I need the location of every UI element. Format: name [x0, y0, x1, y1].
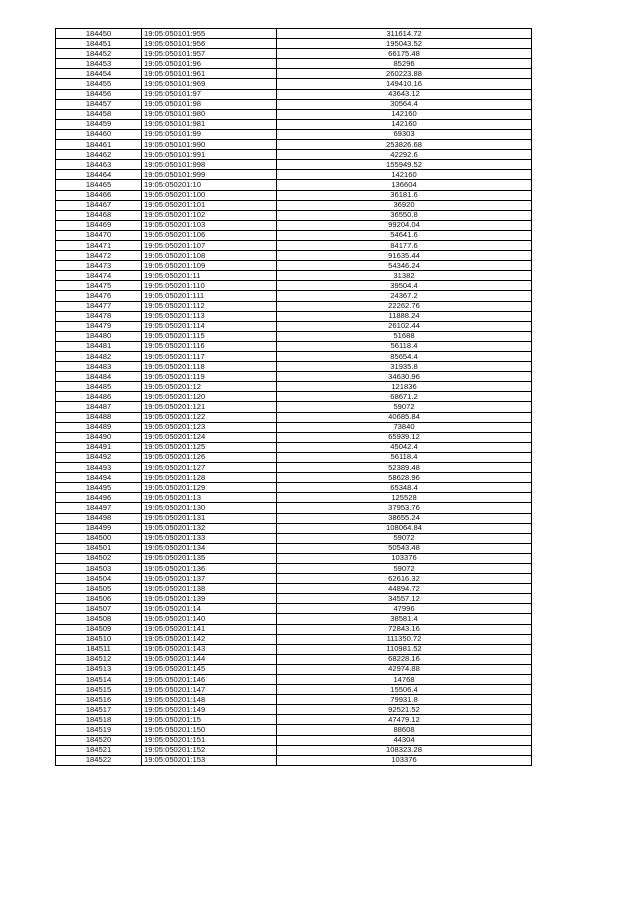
row-number: 184507	[56, 604, 142, 614]
cadastral-number: 19:05:050101:981	[142, 119, 277, 129]
cadastral-value: 42974.88	[277, 664, 532, 674]
cadastral-number: 19:05:050201:13	[142, 493, 277, 503]
row-number: 184458	[56, 109, 142, 119]
cadastral-number: 19:05:050201:115	[142, 331, 277, 341]
table-row	[56, 281, 532, 291]
cadastral-value: 311614.72	[277, 29, 532, 39]
cadastral-value: 42292.6	[277, 150, 532, 160]
table-row	[56, 352, 532, 362]
cadastral-number: 19:05:050201:121	[142, 402, 277, 412]
cadastral-number: 19:05:050201:148	[142, 695, 277, 705]
row-number: 184462	[56, 150, 142, 160]
row-number: 184521	[56, 745, 142, 755]
table-row	[56, 301, 532, 311]
cadastral-value: 79931.8	[277, 695, 532, 705]
row-number: 184468	[56, 210, 142, 220]
row-number: 184515	[56, 685, 142, 695]
cadastral-value: 108064.84	[277, 523, 532, 533]
row-number: 184464	[56, 170, 142, 180]
table-row	[56, 372, 532, 382]
row-number: 184509	[56, 624, 142, 634]
cadastral-number: 19:05:050201:138	[142, 584, 277, 594]
cadastral-number: 19:05:050201:139	[142, 594, 277, 604]
row-number: 184482	[56, 352, 142, 362]
cadastral-number: 19:05:050201:125	[142, 442, 277, 452]
table-row	[56, 745, 532, 755]
cadastral-value: 37953.76	[277, 503, 532, 513]
cadastral-number: 19:05:050201:107	[142, 240, 277, 250]
cadastral-number: 19:05:050101:98	[142, 99, 277, 109]
cadastral-value: 56118.4	[277, 341, 532, 351]
cadastral-number: 19:05:050101:961	[142, 69, 277, 79]
table-row	[56, 79, 532, 89]
cadastral-value: 136604	[277, 180, 532, 190]
table-row	[56, 321, 532, 331]
row-number: 184494	[56, 473, 142, 483]
table-row	[56, 331, 532, 341]
row-number: 184470	[56, 230, 142, 240]
table-row	[56, 170, 532, 180]
cadastral-number: 19:05:050201:118	[142, 362, 277, 372]
cadastral-number: 19:05:050101:991	[142, 150, 277, 160]
row-number: 184483	[56, 362, 142, 372]
row-number: 184505	[56, 584, 142, 594]
cadastral-number: 19:05:050201:113	[142, 311, 277, 321]
row-number: 184473	[56, 261, 142, 271]
table-row	[56, 513, 532, 523]
table-row	[56, 432, 532, 442]
row-number: 184484	[56, 372, 142, 382]
table-row	[56, 664, 532, 674]
table-row	[56, 392, 532, 402]
table-row	[56, 503, 532, 513]
table-row	[56, 362, 532, 372]
table-row	[56, 735, 532, 745]
cadastral-value: 44894.72	[277, 584, 532, 594]
table-row	[56, 604, 532, 614]
cadastral-number: 19:05:050201:119	[142, 372, 277, 382]
cadastral-value: 65939.12	[277, 432, 532, 442]
cadastral-number: 19:05:050201:111	[142, 291, 277, 301]
cadastral-number: 19:05:050101:969	[142, 79, 277, 89]
row-number: 184460	[56, 129, 142, 139]
row-number: 184465	[56, 180, 142, 190]
cadastral-value: 111350.72	[277, 634, 532, 644]
cadastral-number: 19:05:050201:102	[142, 210, 277, 220]
row-number: 184474	[56, 271, 142, 281]
row-number: 184451	[56, 39, 142, 49]
table-row	[56, 49, 532, 59]
cadastral-number: 19:05:050201:12	[142, 382, 277, 392]
cadastral-value: 11888.24	[277, 311, 532, 321]
cadastral-number: 19:05:050101:96	[142, 59, 277, 69]
cadastral-number: 19:05:050201:14	[142, 604, 277, 614]
table-row	[56, 594, 532, 604]
cadastral-value: 54346.24	[277, 261, 532, 271]
table-row	[56, 240, 532, 250]
table-row	[56, 210, 532, 220]
cadastral-number: 19:05:050201:153	[142, 755, 277, 765]
cadastral-value: 103376	[277, 755, 532, 765]
table-row	[56, 180, 532, 190]
cadastral-value: 38581.4	[277, 614, 532, 624]
cadastral-value: 30564.4	[277, 99, 532, 109]
cadastral-value: 91635.44	[277, 251, 532, 261]
table-row	[56, 402, 532, 412]
table-row	[56, 382, 532, 392]
cadastral-number: 19:05:050201:128	[142, 473, 277, 483]
row-number: 184467	[56, 200, 142, 210]
cadastral-value-table	[55, 28, 532, 766]
cadastral-number: 19:05:050201:140	[142, 614, 277, 624]
cadastral-value: 47996	[277, 604, 532, 614]
row-number: 184487	[56, 402, 142, 412]
table-row	[56, 119, 532, 129]
cadastral-number: 19:05:050201:130	[142, 503, 277, 513]
row-number: 184476	[56, 291, 142, 301]
row-number: 184491	[56, 442, 142, 452]
row-number: 184504	[56, 574, 142, 584]
cadastral-value: 65348.4	[277, 483, 532, 493]
table-row	[56, 422, 532, 432]
table-row	[56, 705, 532, 715]
cadastral-number: 19:05:050201:123	[142, 422, 277, 432]
cadastral-number: 19:05:050201:136	[142, 563, 277, 573]
cadastral-value: 44304	[277, 735, 532, 745]
table-row	[56, 523, 532, 533]
row-number: 184463	[56, 160, 142, 170]
row-number: 184486	[56, 392, 142, 402]
row-number: 184499	[56, 523, 142, 533]
cadastral-value: 36920	[277, 200, 532, 210]
table-row	[56, 39, 532, 49]
cadastral-value: 88608	[277, 725, 532, 735]
cadastral-number: 19:05:050201:131	[142, 513, 277, 523]
row-number: 184519	[56, 725, 142, 735]
cadastral-number: 19:05:050201:149	[142, 705, 277, 715]
cadastral-value: 84177.6	[277, 240, 532, 250]
cadastral-number: 19:05:050201:141	[142, 624, 277, 634]
cadastral-value: 34630.96	[277, 372, 532, 382]
table-row	[56, 634, 532, 644]
cadastral-value: 68671.2	[277, 392, 532, 402]
cadastral-value: 121836	[277, 382, 532, 392]
cadastral-number: 19:05:050201:135	[142, 553, 277, 563]
cadastral-number: 19:05:050101:998	[142, 160, 277, 170]
table-row	[56, 251, 532, 261]
row-number: 184457	[56, 99, 142, 109]
cadastral-number: 19:05:050201:15	[142, 715, 277, 725]
cadastral-number: 19:05:050101:99	[142, 129, 277, 139]
cadastral-number: 19:05:050201:132	[142, 523, 277, 533]
cadastral-value: 50543.48	[277, 543, 532, 553]
cadastral-number: 19:05:050201:127	[142, 463, 277, 473]
cadastral-value: 62616.32	[277, 574, 532, 584]
row-number: 184496	[56, 493, 142, 503]
table-body	[56, 29, 532, 766]
row-number: 184485	[56, 382, 142, 392]
table-row	[56, 220, 532, 230]
row-number: 184498	[56, 513, 142, 523]
cadastral-number: 19:05:050201:122	[142, 412, 277, 422]
row-number: 184477	[56, 301, 142, 311]
cadastral-number: 19:05:050201:146	[142, 675, 277, 685]
cadastral-value: 59072	[277, 402, 532, 412]
cadastral-number: 19:05:050201:11	[142, 271, 277, 281]
table-row	[56, 553, 532, 563]
row-number: 184490	[56, 432, 142, 442]
cadastral-number: 19:05:050201:129	[142, 483, 277, 493]
table-row	[56, 715, 532, 725]
row-number: 184461	[56, 140, 142, 150]
cadastral-value: 142160	[277, 119, 532, 129]
cadastral-value: 108323.28	[277, 745, 532, 755]
cadastral-number: 19:05:050201:144	[142, 654, 277, 664]
cadastral-value: 99204.04	[277, 220, 532, 230]
cadastral-number: 19:05:050201:103	[142, 220, 277, 230]
cadastral-value: 155949.52	[277, 160, 532, 170]
row-number: 184514	[56, 675, 142, 685]
cadastral-number: 19:05:050101:955	[142, 29, 277, 39]
table-row	[56, 69, 532, 79]
cadastral-value: 68228.16	[277, 654, 532, 664]
row-number: 184508	[56, 614, 142, 624]
cadastral-value: 54641.6	[277, 230, 532, 240]
row-number: 184459	[56, 119, 142, 129]
cadastral-number: 19:05:050101:956	[142, 39, 277, 49]
row-number: 184495	[56, 483, 142, 493]
cadastral-value: 52389.48	[277, 463, 532, 473]
cadastral-number: 19:05:050201:151	[142, 735, 277, 745]
cadastral-number: 19:05:050201:108	[142, 251, 277, 261]
row-number: 184501	[56, 543, 142, 553]
table-row	[56, 150, 532, 160]
cadastral-value: 31382	[277, 271, 532, 281]
table-row	[56, 190, 532, 200]
table-row	[56, 412, 532, 422]
table-row	[56, 563, 532, 573]
row-number: 184479	[56, 321, 142, 331]
row-number: 184497	[56, 503, 142, 513]
row-number: 184481	[56, 341, 142, 351]
row-number: 184450	[56, 29, 142, 39]
table-row	[56, 59, 532, 69]
row-number: 184493	[56, 463, 142, 473]
row-number: 184455	[56, 79, 142, 89]
row-number: 184456	[56, 89, 142, 99]
cadastral-value: 34557.12	[277, 594, 532, 604]
cadastral-value: 195043.52	[277, 39, 532, 49]
table-row	[56, 463, 532, 473]
table-row	[56, 271, 532, 281]
cadastral-value: 85654.4	[277, 352, 532, 362]
cadastral-value: 40685.84	[277, 412, 532, 422]
cadastral-number: 19:05:050201:106	[142, 230, 277, 240]
cadastral-value: 103376	[277, 553, 532, 563]
table-row	[56, 624, 532, 634]
cadastral-number: 19:05:050101:957	[142, 49, 277, 59]
table-row	[56, 129, 532, 139]
row-number: 184516	[56, 695, 142, 705]
table-row	[56, 483, 532, 493]
cadastral-number: 19:05:050201:116	[142, 341, 277, 351]
cadastral-value: 47479.12	[277, 715, 532, 725]
table-row	[56, 200, 532, 210]
table-row	[56, 644, 532, 654]
row-number: 184475	[56, 281, 142, 291]
cadastral-value: 45042.4	[277, 442, 532, 452]
row-number: 184518	[56, 715, 142, 725]
cadastral-value: 38655.24	[277, 513, 532, 523]
row-number: 184466	[56, 190, 142, 200]
row-number: 184511	[56, 644, 142, 654]
row-number: 184471	[56, 240, 142, 250]
cadastral-value: 85296	[277, 59, 532, 69]
table-row	[56, 261, 532, 271]
cadastral-value: 142160	[277, 170, 532, 180]
cadastral-number: 19:05:050101:97	[142, 89, 277, 99]
cadastral-value: 66175.48	[277, 49, 532, 59]
row-number: 184472	[56, 251, 142, 261]
cadastral-value: 14768	[277, 675, 532, 685]
cadastral-number: 19:05:050201:147	[142, 685, 277, 695]
cadastral-number: 19:05:050201:143	[142, 644, 277, 654]
table-row	[56, 311, 532, 321]
table-row	[56, 230, 532, 240]
table-row	[56, 614, 532, 624]
table-row	[56, 291, 532, 301]
row-number: 184454	[56, 69, 142, 79]
cadastral-value: 26102.44	[277, 321, 532, 331]
cadastral-number: 19:05:050101:980	[142, 109, 277, 119]
cadastral-value: 39504.4	[277, 281, 532, 291]
cadastral-value: 253826.68	[277, 140, 532, 150]
cadastral-value: 92521.52	[277, 705, 532, 715]
cadastral-number: 19:05:050201:100	[142, 190, 277, 200]
cadastral-value: 73840	[277, 422, 532, 432]
cadastral-number: 19:05:050201:114	[142, 321, 277, 331]
row-number: 184500	[56, 533, 142, 543]
table-row	[56, 341, 532, 351]
cadastral-number: 19:05:050201:101	[142, 200, 277, 210]
table-row	[56, 109, 532, 119]
cadastral-number: 19:05:050201:137	[142, 574, 277, 584]
table-row	[56, 533, 532, 543]
cadastral-value: 22262.76	[277, 301, 532, 311]
table-row	[56, 755, 532, 765]
table-row	[56, 725, 532, 735]
row-number: 184453	[56, 59, 142, 69]
cadastral-value: 72843.16	[277, 624, 532, 634]
cadastral-value: 36181.6	[277, 190, 532, 200]
row-number: 184502	[56, 553, 142, 563]
table-row	[56, 452, 532, 462]
table-row	[56, 140, 532, 150]
row-number: 184513	[56, 664, 142, 674]
table-row	[56, 695, 532, 705]
cadastral-number: 19:05:050201:109	[142, 261, 277, 271]
cadastral-number: 19:05:050201:152	[142, 745, 277, 755]
cadastral-value: 58628.96	[277, 473, 532, 483]
row-number: 184520	[56, 735, 142, 745]
row-number: 184503	[56, 563, 142, 573]
cadastral-value: 15506.4	[277, 685, 532, 695]
cadastral-number: 19:05:050201:120	[142, 392, 277, 402]
table-row	[56, 543, 532, 553]
table-row	[56, 160, 532, 170]
table-row	[56, 493, 532, 503]
row-number: 184480	[56, 331, 142, 341]
cadastral-number: 19:05:050201:10	[142, 180, 277, 190]
row-number: 184478	[56, 311, 142, 321]
cadastral-number: 19:05:050201:133	[142, 533, 277, 543]
cadastral-number: 19:05:050201:112	[142, 301, 277, 311]
cadastral-number: 19:05:050201:145	[142, 664, 277, 674]
cadastral-value: 36550.8	[277, 210, 532, 220]
table-row	[56, 675, 532, 685]
cadastral-number: 19:05:050201:126	[142, 452, 277, 462]
table-row	[56, 584, 532, 594]
cadastral-value: 59072	[277, 563, 532, 573]
row-number: 184512	[56, 654, 142, 664]
table-row	[56, 89, 532, 99]
row-number: 184506	[56, 594, 142, 604]
cadastral-value: 149410.16	[277, 79, 532, 89]
cadastral-value: 56118.4	[277, 452, 532, 462]
table-row	[56, 442, 532, 452]
cadastral-value: 110981.52	[277, 644, 532, 654]
cadastral-number: 19:05:050201:142	[142, 634, 277, 644]
table-row	[56, 29, 532, 39]
cadastral-number: 19:05:050201:134	[142, 543, 277, 553]
row-number: 184522	[56, 755, 142, 765]
cadastral-number: 19:05:050101:990	[142, 140, 277, 150]
cadastral-value: 59072	[277, 533, 532, 543]
cadastral-value: 69303	[277, 129, 532, 139]
table-row	[56, 685, 532, 695]
table-row	[56, 654, 532, 664]
row-number: 184517	[56, 705, 142, 715]
row-number: 184488	[56, 412, 142, 422]
cadastral-value: 51688	[277, 331, 532, 341]
cadastral-value: 24367.2	[277, 291, 532, 301]
table-row	[56, 574, 532, 584]
row-number: 184510	[56, 634, 142, 644]
cadastral-number: 19:05:050201:117	[142, 352, 277, 362]
cadastral-value: 260223.88	[277, 69, 532, 79]
cadastral-value: 43643.12	[277, 89, 532, 99]
table-row	[56, 99, 532, 109]
table-row	[56, 473, 532, 483]
cadastral-value: 142160	[277, 109, 532, 119]
cadastral-number: 19:05:050201:110	[142, 281, 277, 291]
cadastral-value: 125528	[277, 493, 532, 503]
cadastral-number: 19:05:050201:150	[142, 725, 277, 735]
row-number: 184492	[56, 452, 142, 462]
row-number: 184452	[56, 49, 142, 59]
cadastral-number: 19:05:050201:124	[142, 432, 277, 442]
cadastral-number: 19:05:050101:999	[142, 170, 277, 180]
row-number: 184489	[56, 422, 142, 432]
cadastral-value: 31935.8	[277, 362, 532, 372]
row-number: 184469	[56, 220, 142, 230]
